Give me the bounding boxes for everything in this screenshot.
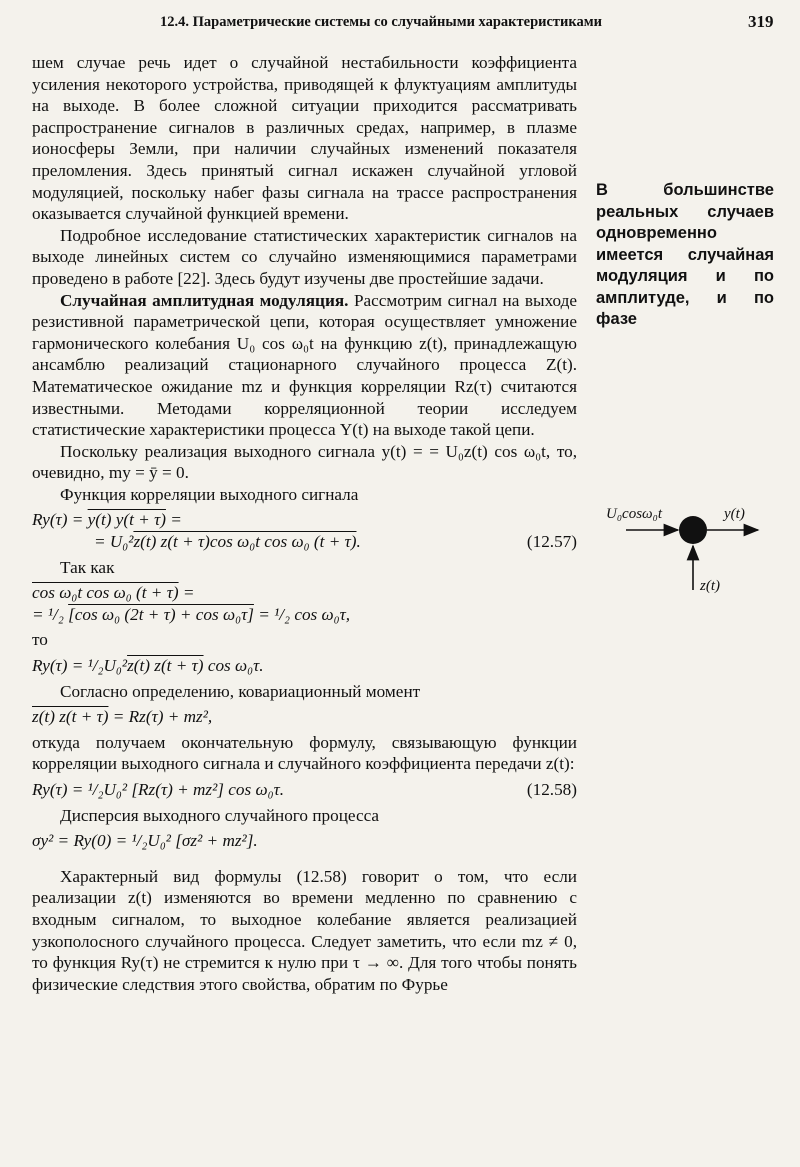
eq-term: . (356, 532, 361, 552)
eq-overlined-term: z(t) z(t + τ) (32, 707, 109, 727)
paragraph-text: Рассмотрим сигнал на выходе резистивной параметрической цепи, которая осуществляет умножение гармонического колебания U₀ cos ω₀t на функцию z(t), принадлежащую ансамблю реализаций стационарного случайного процесса Z(t). Математическое ожидание mz и функция корреляции Rz(τ) считаются известными. Методами корреляционной теории исследуем статистические характеристики процесса Y(t) на выходе такой цепи. (32, 290, 577, 440)
eq-term: = (165, 510, 182, 530)
eq-term: Ry(τ) = ¹/₂U₀² [Rz(τ) + mz²] cos ω₀τ. (32, 780, 285, 799)
eq-overlined-term: y(t) y(t + τ) (87, 510, 166, 530)
section-run-in-heading: Случайная амплитудная модуляция. (60, 290, 349, 310)
equation-cos-product (32, 582, 577, 625)
eq-term: = ¹/₂ (32, 604, 69, 624)
paragraph-amplitude-modulation (32, 290, 577, 441)
paragraph: Дисперсия выходного случайного процесса (60, 805, 380, 825)
control-signal-label: z(t) (700, 578, 720, 594)
eq-term: = Rz(τ) + mz², (108, 707, 213, 727)
main-text (32, 52, 577, 995)
equation-number: (12.58) (526, 780, 577, 799)
input-signal-label: U₀cosω₀t (606, 506, 663, 522)
paragraph: откуда получаем окончательную формулу, связывающую функции корреляции выходного сигнала и случайного коэффициента передачи z(t): (32, 732, 577, 774)
paragraph: то (32, 630, 48, 650)
paragraph: шем случае речь идет о случайной нестабильности коэффициента усиления некоторого устройства, приводящей к флуктуациям амплитуды на выходе. В более сложной ситуации приходится рассматривать распространение сигналов в различных средах, например, в плазме ионосферы Земли, при наличии случайных изменений показателя преломления. Здесь принятый сигнал искажен случайной угловой модуляцией, поскольку набег фазы сигнала на трассе распространения оказывается случайной функцией времени. (32, 53, 577, 224)
paragraph: Поскольку реализация выходного сигнала y(t) = = U₀z(t) cos ω₀t, то, очевидно, my = ȳ = 0. (32, 441, 577, 483)
eq-overlined-term: [cos ω₀ (2t + τ) + cos ω₀τ] (68, 604, 254, 624)
eq-overlined-term: z(t) z(t + τ) (133, 532, 210, 552)
output-signal-label: y(t) (724, 506, 745, 522)
eq-term: = ¹/₂ cos ω₀τ, (253, 604, 351, 624)
equation-12-58 (32, 779, 577, 801)
eq-term: σy² = Ry(0) = ¹/₂U₀² [σz² + mz²]. (32, 831, 258, 851)
paragraph: Согласно определению, ковариационный момент (60, 681, 421, 701)
eq-overlined-term: z(t) z(t + τ) (127, 656, 204, 676)
paragraph: Функция корреляции выходного сигнала (60, 484, 359, 504)
equation-number: (12.57) (526, 532, 577, 552)
eq-overlined-term: cos ω₀t cos ω₀ (t + τ) (209, 532, 357, 552)
running-header: 12.4. Параметрические системы со случайными характеристиками (160, 14, 603, 30)
equation-covariance (32, 706, 577, 728)
margin-note: В большинстве реальных случаев одновременно имеется случайная модуляция и по амплитуде, и по фазе (596, 181, 774, 328)
eq-term: = U₀² (94, 532, 134, 552)
page-number: 319 (748, 12, 774, 31)
multiplier-node (679, 516, 707, 544)
paragraph: Характерный вид формулы (12.58) говорит о том, что если реализации z(t) изменяются во времени медленно по сравнению с входным сигналом, то выходное колебание является реализацией узкополосного случайного процесса. Следует заметить, что если mz ≠ 0, то функция Ry(τ) не стремится к нулю при τ → ∞. Для того чтобы понять физические следствия этого свойства, обратим по Фурье (32, 866, 577, 994)
equation-variance (32, 830, 577, 852)
paragraph: Подробное исследование статистических характеристик сигналов на выходе линейных систем со случайно изменяющимися параметрами проведено в работе [22]. Здесь будут изучены две простейшие задачи. (32, 225, 577, 288)
eq-term: Ry(τ) = (32, 510, 88, 530)
eq-overlined-term: cos ω₀t cos ω₀ (t + τ) (32, 583, 179, 603)
eq-term: Ry(τ) = ¹/₂U₀² (32, 656, 128, 676)
multiplier-diagram (596, 500, 786, 610)
equation-12-57 (32, 509, 577, 552)
equation-ry (32, 655, 577, 677)
eq-term: cos ω₀τ. (203, 656, 264, 676)
eq-term: = (178, 583, 195, 603)
paragraph: Так как (60, 557, 115, 577)
